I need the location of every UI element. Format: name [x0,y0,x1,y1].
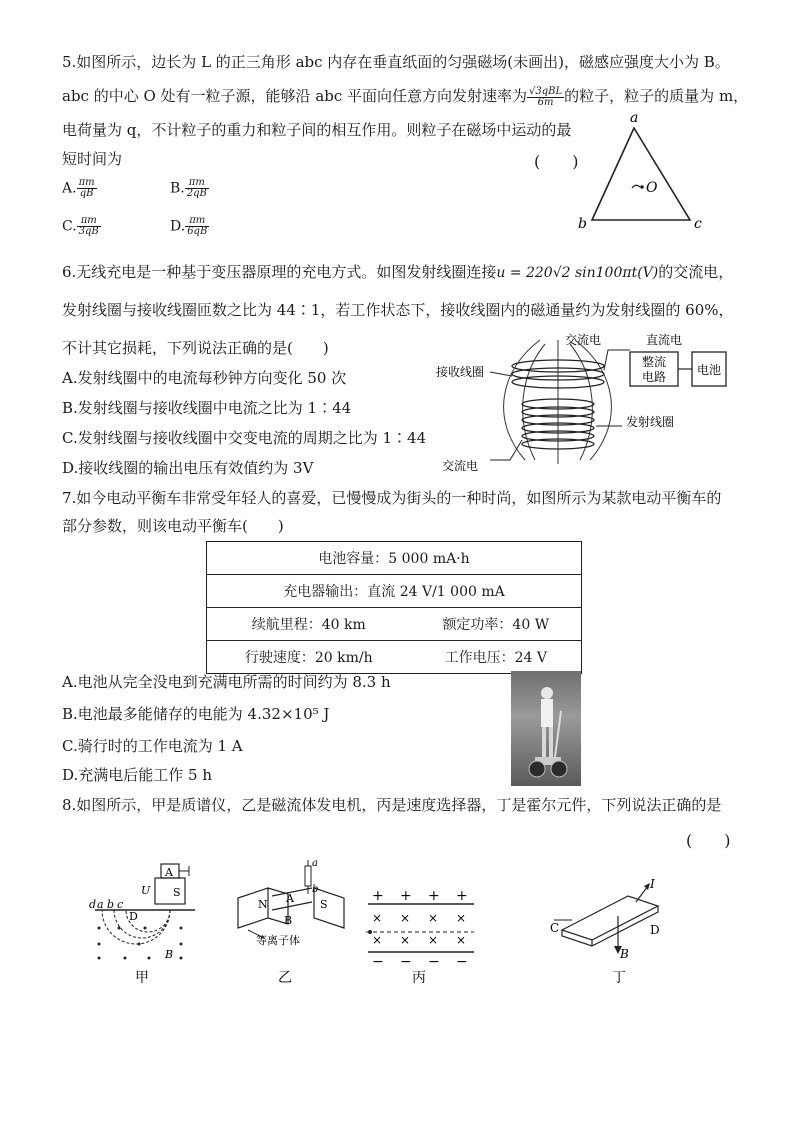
caption-yi: 乙 [278,970,292,986]
transmitter-coil-label: 发射线圈 [626,415,675,429]
q6-line2: 发射线圈与接收线圈匝数之比为 44∶1，若工作状态下，接收线圈内的磁通量约为发射线圈的 60%， [62,301,734,319]
caption-jia: 甲 [135,970,149,986]
svg-text:d: d [89,898,97,911]
spec-speed: 行驶速度：20 km/h [207,641,411,674]
svg-text:×: × [372,933,383,947]
q7-option-d[interactable]: D.充满电后能工作 5 h [62,766,213,784]
svg-text:B: B [620,947,629,961]
center-o-label: O [646,180,658,196]
q5-speed-fraction: $\frac{\text{√3qBL}}{6m}$ [529,85,563,108]
dc-top-label: 直流电 [646,333,683,347]
svg-text:+: + [400,888,412,904]
svg-text:S: S [320,898,328,911]
particle-source-mark [632,185,640,188]
q5-answer-paren: ( ) [534,152,579,171]
svg-text:+: + [372,888,384,904]
svg-text:a: a [312,858,318,869]
q5-line4: 短时间为 [62,150,123,168]
center-point-o [640,185,644,189]
svg-text:D: D [650,923,660,937]
svg-text:×: × [456,933,467,947]
plasma-label: 等离子体 [256,934,300,947]
caption-bing: 丙 [412,970,426,986]
rectifier-label-line2: 电路 [642,370,667,384]
vertex-c-label: c [694,216,702,232]
q6-option-a[interactable]: A.发射线圈中的电流每秒钟方向变化 50 次 [62,369,347,387]
spec-range: 续航里程：40 km [207,608,411,641]
q8-fig-mhd-generator [228,858,358,986]
svg-text:B: B [165,948,174,961]
spec-voltage: 工作电压：24 V [411,641,582,674]
spec-battery-capacity: 电池容量：5 000 mA·h [207,542,582,575]
vertex-a-label: a [630,110,639,126]
receiver-coil-label: 接收线圈 [436,365,485,379]
vertex-b-label: b [578,216,587,232]
q8-line1: 8.如图所示，甲是质谱仪，乙是磁流体发电机，丙是速度选择器，丁是霍尔元件，下列说法正确的是 [62,796,722,814]
svg-text:−: − [372,954,384,970]
svg-text:A: A [165,866,173,879]
plus-charges [372,888,468,904]
q5-line1: 5.如图所示，边长为 L 的正三角形 abc 内存在垂直纸面的匀强磁场(未画出)，磁感应强度大小为 B。 [62,53,730,71]
q6-option-d[interactable]: D.接收线圈的输出电压有效值约为 3V [62,459,314,477]
q6-voltage-formula: u = 220√2 sin100πt(V) [496,265,659,281]
q6-line3: 不计其它损耗，下列说法正确的是( ) [62,339,329,357]
q5-option-a[interactable]: A. $\frac{\pi m}{qB}$ [62,177,95,199]
q7-option-b[interactable]: B.电池最多能储存的电能为 4.32×10⁵ J [62,705,330,723]
svg-text:b: b [107,898,115,911]
q8-answer-paren: ( ) [686,831,731,850]
svg-text:+: + [428,888,440,904]
caption-ding: 丁 [612,970,626,986]
svg-text:−: − [428,954,440,970]
svg-text:+: + [456,888,468,904]
svg-text:a: a [97,898,104,911]
q8-fig-velocity-selector [362,858,482,986]
svg-text:C: C [550,921,560,935]
svg-text:U: U [141,884,151,897]
q7-line1: 7.如今电动平衡车非常受年轻人的喜爱，已慢慢成为街头的一种时尚，如图所示为某款电动平衡车的 [62,489,722,507]
q5-line2: abc 的中心 O 处有一粒子源，能够沿 abc 平面向任意方向发射速率为 $\frac{\text{√3qBL}}{6m}$ 的粒子，粒子的质量为 m， [62,85,749,108]
svg-text:×: × [372,911,383,925]
balance-scooter-photo [511,671,581,786]
magnetic-field-lines [504,340,612,464]
q6-line1: 6.无线充电是一种基于变压器原理的充电方式。如图发射线圈连接u = 220√2 sin100πt(V)的交流电， [62,263,734,281]
svg-text:×: × [428,933,439,947]
svg-text:×: × [400,911,411,925]
svg-text:−: − [456,954,468,970]
svg-text:×: × [456,911,467,925]
svg-text:×: × [428,911,439,925]
ac-top-label: 交流电 [565,333,602,347]
q7-line2: 部分参数，则该电动平衡车( ) [62,517,284,535]
q6-option-b[interactable]: B.发射线圈与接收线圈中电流之比为 1∶44 [62,399,352,417]
q5-option-c[interactable]: C. $\frac{\pi m}{3qB}$ [62,215,99,237]
q8-fig-hall-element [546,858,676,986]
spec-charger-output: 充电器输出：直流 24 V/1 000 mA [207,575,582,608]
triangle-abc [592,128,690,220]
svg-text:A: A [286,892,294,905]
q7-spec-table [206,541,582,674]
q6-wireless-charging-figure [430,330,730,480]
svg-text:S: S [173,886,181,899]
q5-line3: 电荷量为 q，不计粒子的重力和粒子间的相互作用。则粒子在磁场中运动的最 [62,121,572,139]
q5-option-b[interactable]: B. $\frac{\pi m}{2qB}$ [170,177,207,199]
svg-text:−: − [400,954,412,970]
q5-triangle-figure [570,108,720,238]
field-crosses [372,911,466,947]
q8-fig-mass-spectrometer [85,858,205,986]
svg-text:c: c [117,898,124,911]
svg-text:B: B [284,914,293,927]
q7-option-c[interactable]: C.骑行时的工作电流为 1 A [62,737,243,755]
q5-option-d[interactable]: D. $\frac{\pi m}{6qB}$ [170,215,208,237]
rectifier-label-line1: 整流 [642,355,667,369]
minus-charges [372,954,468,970]
spec-rated-power: 额定功率：40 W [411,608,582,641]
ac-bottom-label: 交流电 [442,459,479,473]
svg-text:N: N [258,898,268,911]
svg-text:×: × [400,933,411,947]
q7-option-a[interactable]: A.电池从完全没电到充满电所需的时间约为 8.3 h [62,673,391,691]
q6-option-c[interactable]: C.发射线圈与接收线圈中交变电流的周期之比为 1∶44 [62,429,427,447]
svg-text:b: b [312,884,319,895]
battery-label: 电池 [697,363,722,377]
svg-text:D: D [129,910,138,923]
svg-text:I: I [650,877,655,891]
